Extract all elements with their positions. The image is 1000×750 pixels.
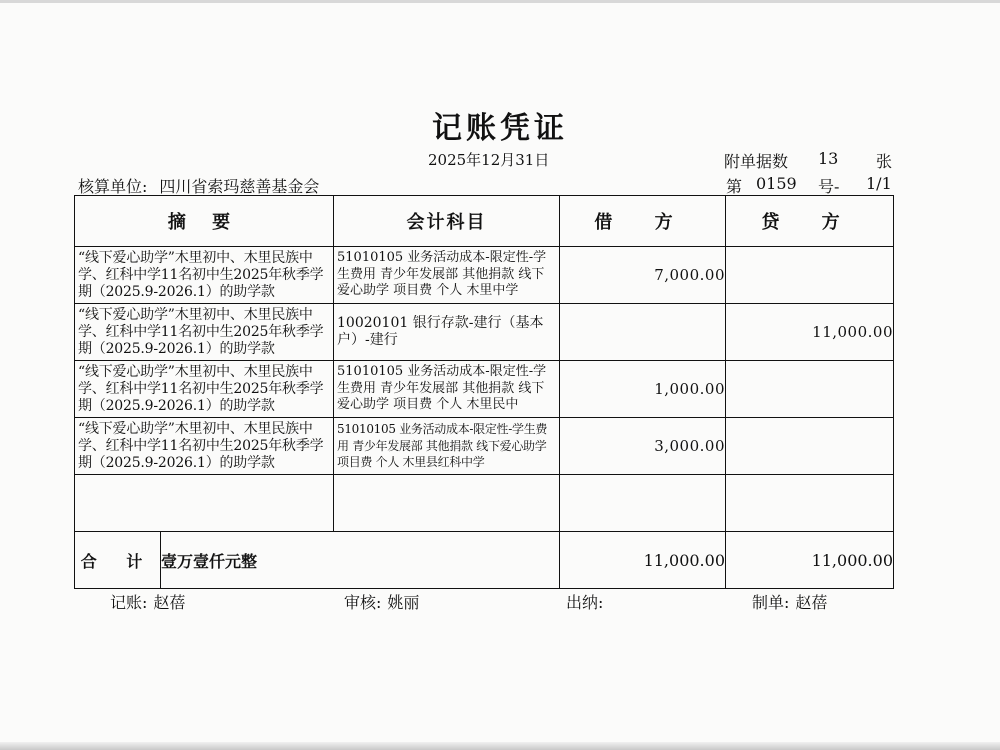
accounting-entity [78, 174, 319, 197]
entry-account: 51010105 业务活动成本-限定性-学生费用 青少年发展部 其他捐款 线下爱心助学 项目费 个人 木里中学 [337, 250, 547, 299]
voucher-number-value: 0159 [756, 174, 797, 193]
entry-account: 10020101 银行存款-建行（基本户）-建行 [337, 315, 544, 348]
signature-cashier [566, 590, 609, 613]
entry-summary: “线下爱心助学”木里初中、木里民族中学、红科中学11名初中生2025年秋季学期（2025.9-2026.1）的助学款 [78, 306, 324, 357]
cashier-label: 出纳: [566, 593, 604, 612]
total-credit: 11,000.00 [726, 532, 894, 589]
voucher-title: 记账凭证 [432, 111, 568, 146]
header-debit: 借 方 [560, 196, 726, 247]
preparer-name: 赵蓓 [795, 593, 828, 612]
entry-credit [726, 418, 894, 475]
entry-credit [726, 361, 894, 418]
voucher-prefix: 第 [726, 177, 743, 196]
voucher-suffix: 号- [818, 177, 840, 196]
total-debit: 11,000.00 [560, 532, 726, 589]
table-row [75, 304, 894, 361]
voucher-table [74, 195, 894, 589]
entry-debit: 3,000.00 [560, 418, 726, 475]
preparer-label: 制单: [752, 593, 790, 612]
entity-label: 核算单位: [78, 177, 148, 196]
bookkeeper-label: 记账: [110, 593, 148, 612]
entry-credit: 11,000.00 [726, 304, 894, 361]
entry-credit [726, 247, 894, 304]
table-row [75, 361, 894, 418]
total-in-words: 壹万壹仟元整 [161, 532, 560, 589]
header-credit: 贷 方 [726, 196, 894, 247]
voucher-page: 1/1 [866, 174, 892, 193]
entity-name: 四川省索玛慈善基金会 [159, 177, 320, 196]
attachment-unit: 张 [876, 152, 893, 171]
signature-bookkeeper [110, 590, 185, 613]
bookkeeper-name: 赵蓓 [153, 593, 186, 612]
entry-debit: 1,000.00 [560, 361, 726, 418]
entry-account: 51010105 业务活动成本-限定性-学生费用 青少年发展部 其他捐款 线下爱心助学 项目费 个人 木里民中 [337, 364, 547, 413]
attachment-number: 13 [818, 149, 839, 168]
table-row [75, 418, 894, 475]
entry-debit: 7,000.00 [560, 247, 726, 304]
table-header-row [75, 196, 894, 247]
header-summary: 摘 要 [75, 196, 334, 247]
reviewer-label: 审核: [344, 593, 382, 612]
scan-edge-top [0, 0, 1000, 3]
table-row [75, 247, 894, 304]
entry-account: 51010105 业务活动成本-限定性-学生费用 青少年发展部 其他捐款 线下爱心助学 项目费 个人 木里县红科中学 [337, 422, 548, 470]
entry-debit [560, 304, 726, 361]
header-account: 会计科目 [334, 196, 560, 247]
signature-reviewer [344, 590, 419, 613]
table-row-empty [75, 475, 894, 532]
signature-preparer [752, 590, 827, 613]
total-row [75, 532, 894, 589]
attachment-label: 附单据数 [724, 152, 789, 171]
attachment-count [724, 149, 893, 172]
entry-summary: “线下爱心助学”木里初中、木里民族中学、红科中学11名初中生2025年秋季学期（2025.9-2026.1）的助学款 [78, 420, 324, 471]
voucher-date: 2025年12月31日 [428, 151, 550, 169]
total-label: 合 计 [75, 532, 161, 589]
scan-edge-bottom [0, 742, 1000, 750]
entry-summary: “线下爱心助学”木里初中、木里民族中学、红科中学11名初中生2025年秋季学期（2025.9-2026.1）的助学款 [78, 249, 324, 300]
entry-summary: “线下爱心助学”木里初中、木里民族中学、红科中学11名初中生2025年秋季学期（2025.9-2026.1）的助学款 [78, 363, 324, 414]
reviewer-name: 姚丽 [387, 593, 420, 612]
